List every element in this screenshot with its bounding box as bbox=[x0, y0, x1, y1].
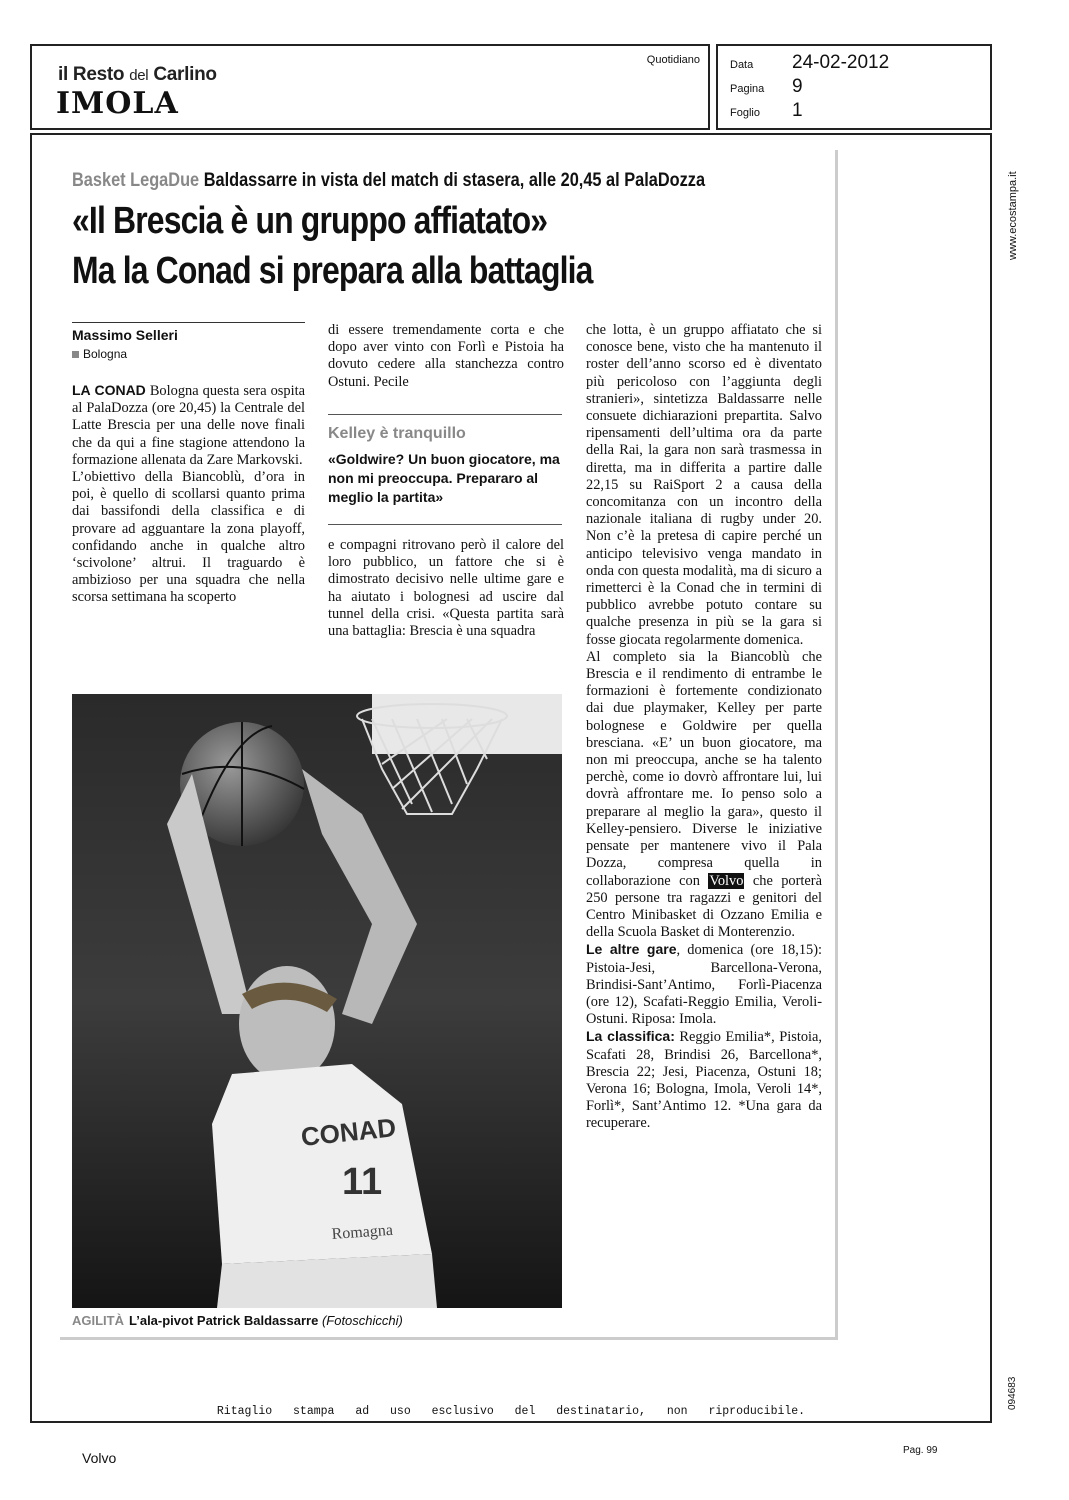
subhead-divider-top bbox=[328, 414, 562, 415]
column-2-top bbox=[328, 322, 564, 391]
kicker-text: Baldassarre in vista del match di stasera, alle 20,45 al PalaDozza bbox=[203, 170, 706, 191]
column-2-bottom bbox=[328, 537, 564, 640]
jersey-text: CONAD bbox=[299, 1112, 398, 1152]
paragraph: Bologna questa sera ospita al PalaDozza (ore 20,45) la Centrale del Latte Brescia per una delle nove finali che da qui a fine stagione attendono la formazione allenata da Zare Markovski. bbox=[72, 383, 305, 468]
paragraph: che lotta, è un gruppo affiatato che si conosce bene, visto che ha mantenuto il roster dell’anno scorso ed è diventato più pericoloso con l’aggiunta degli stranieri», sintetizza Baldassarre nelle consuete dichiarazioni prepartita. Salvo ripensamenti dell’ultima ora da parte della Rai, la gara non sarà trasmessa in diretta, ma in differita a partire dalle 22,15 su RaiSport 2 a causa della concomitanza con un incontro della nazionale italiana di rugby under 20. Non c’è la pretesa di capire perché un anticipo televisivo venga mandato in onda con questa modalità, ma di sicuro a rimetterci è la Conad che in termini di pubblico avrebbe potuto contare su qualche presenza in più se la gara si fosse giocata regolarmente domenica. bbox=[586, 322, 822, 648]
paragraph: di essere tremendamente corta e che dopo aver vinto con Forlì e Pistoia ha dovuto cedere alla stanchezza contro Ostuni. Pecile bbox=[328, 322, 564, 390]
paragraph: Al completo sia la Biancoblù che Brescia e il rendimento di entrambe le formazioni è fortemente condizionato dai due playmaker, Kelley per parte bolognese e Goldwire per quella bresciana. «E’ un buon giocatore, ma non mi preoccupa, anche se ha talento perchè, come io dovrò affrontare lui, lui dovrà affrontare me. Io penso solo a preparare al meglio la gara», questo il Kelley-pensiero. Diverse le iniziative pensate per mantenere vivo il Pala Dozza, compresa quella in collaborazione con Volvo che porterà 250 persone tra ragazzi e genitori del Centro Minibasket di Ozzano Emilia e della Scuola Basket di Monterenzio. bbox=[586, 648, 822, 941]
lead-in: LA CONAD bbox=[72, 382, 146, 398]
square-bullet-icon bbox=[72, 351, 79, 358]
subhead: Kelley è tranquillo bbox=[328, 425, 466, 442]
highlighted-keyword: Volvo bbox=[709, 872, 744, 889]
jersey-number: 11 bbox=[342, 1161, 383, 1203]
author: Massimo Selleri bbox=[72, 327, 178, 343]
side-code: 094683 bbox=[1007, 1376, 1018, 1410]
frequency-label: Quotidiano bbox=[646, 54, 700, 66]
newspaper-logo: il Resto del Carlino bbox=[58, 64, 217, 85]
edition-title: IMOLA bbox=[56, 86, 179, 121]
byline-divider bbox=[72, 322, 305, 323]
keyword-label: Volvo bbox=[82, 1450, 117, 1466]
section-label: Basket LegaDue bbox=[72, 170, 200, 191]
side-url: www.ecostampa.it bbox=[1007, 171, 1019, 260]
paragraph: L’obiettivo della Biancoblù, d’ora in poi, è quello di scollarsi quanto prima dai bassifondi della classifica e di provare ad agguantare la zona playoff, confidando anche in qualche altro ‘scivolone’ altrui. Il traguardo è ambizioso per una squadra che nella scorsa settimana ha scoperto bbox=[72, 469, 305, 606]
column-1 bbox=[72, 382, 305, 607]
headline-1: «Il Brescia è un gruppo affiatato» bbox=[72, 200, 548, 242]
subhead-divider-bottom bbox=[328, 524, 562, 525]
paragraph: Le altre gare, domenica (ore 18,15): Pistoia-Jesi, Barcellona-Verona, Brindisi-Sant’Antimo, Forlì-Piacenza (ore 12), Scafati-Reggio Emilia, Veroli-Ostuni. Riposa: Imola. bbox=[586, 941, 823, 1028]
paragraph: e compagni ritrovano però il calore del loro pubblico, un fattore che si è dimostrato decisivo nelle ultime gare e ha aiutato i bolognesi ad uscire dal tunnel della crisi. «Questa partita sarà una battaglia: Brescia è una squadra bbox=[328, 537, 564, 640]
meta-sheet: Foglio 1 bbox=[730, 100, 803, 121]
article-kicker bbox=[72, 170, 726, 192]
meta-date: Data 24-02-2012 bbox=[730, 52, 890, 73]
dateline: Bologna bbox=[72, 347, 127, 361]
paragraph: La classifica: Reggio Emilia*, Pistoia, Scafati 28, Brindisi 26, Barcellona*, Brescia 22; Jesi, Piacenza, Ostuni 18; Verona 16; Bologna, Imola, Veroli 14*, Forlì*, Sant’Antimo 12. *Una gara da recuperare. bbox=[586, 1028, 822, 1132]
issue-meta-box bbox=[716, 44, 992, 130]
column-3 bbox=[586, 322, 822, 1133]
photo-illustration bbox=[72, 694, 562, 1308]
masthead-box bbox=[30, 44, 710, 130]
page-number: Pag. 99 bbox=[903, 1445, 938, 1456]
player-photo bbox=[72, 694, 562, 1308]
photo-caption: AGILITÀ L’ala-pivot Patrick Baldassarre (Fotoschicchi) bbox=[72, 1313, 403, 1328]
jersey-sponsor: Romagna bbox=[331, 1221, 394, 1243]
meta-page: Pagina 9 bbox=[730, 76, 803, 97]
pull-quote: «Goldwire? Un buon giocatore, ma non mi preoccupa. Prepararo al meglio la partita» bbox=[328, 451, 560, 505]
copyright-note: Ritaglio stampa ad uso esclusivo del destinatario, non riproducibile. bbox=[216, 1405, 806, 1418]
headline-2: Ma la Conad si prepara alla battaglia bbox=[72, 250, 593, 292]
